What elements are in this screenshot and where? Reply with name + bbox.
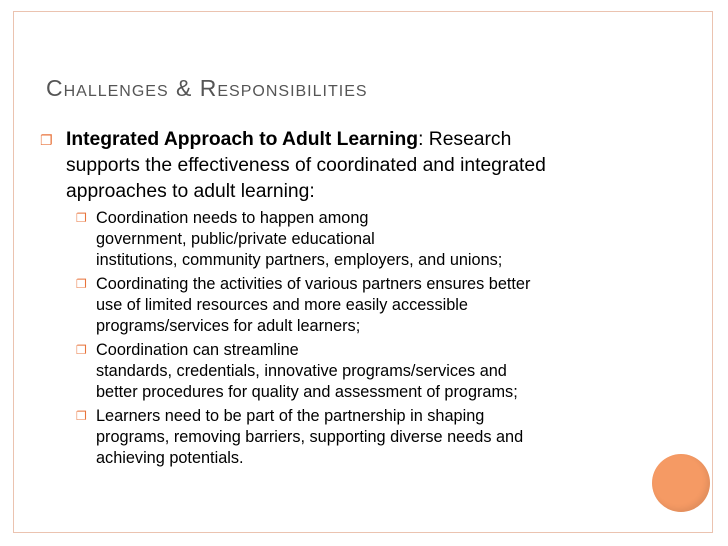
sub-bullet-line: institutions, community partners, employers, and unions; — [96, 251, 503, 269]
sub-bullet-line: Coordinating the activities of various partners ensures better — [96, 275, 531, 293]
main-bullet-line-1-text: : Research — [418, 129, 512, 150]
orange-circle-decoration — [652, 454, 710, 512]
main-bullet-point — [40, 127, 640, 205]
slide-title: Challenges & Responsibilities — [46, 75, 368, 101]
orange-bullet-icon: ❐ — [76, 409, 87, 423]
sub-bullet-line: better procedures for quality and assessment of programs; — [96, 383, 518, 401]
sub-bullet-line: Coordination needs to happen among — [96, 209, 369, 227]
main-bullet-text — [66, 127, 640, 205]
sub-bullet-item — [76, 406, 640, 469]
sub-bullet-line: achieving potentials. — [96, 449, 244, 467]
sub-bullet-line: standards, credentials, innovative programs/services and — [96, 362, 507, 380]
sub-bullet-line: programs/services for adult learners; — [96, 317, 361, 335]
sub-bullet-item — [76, 208, 640, 271]
orange-bullet-icon: ❐ — [40, 132, 53, 148]
main-bullet-line-2: supports the effectiveness of coordinated and integrated — [66, 155, 546, 176]
orange-bullet-icon: ❐ — [76, 277, 87, 291]
sub-bullet-item — [76, 274, 640, 337]
sub-bullet-line: Coordination can streamline — [96, 341, 299, 359]
main-bullet-line-3: approaches to adult learning: — [66, 181, 315, 202]
orange-bullet-icon: ❐ — [76, 343, 87, 357]
sub-bullet-line: government, public/private educational — [96, 230, 375, 248]
sub-bullet-list — [40, 208, 640, 469]
sub-bullet-item — [76, 340, 640, 403]
orange-bullet-icon: ❐ — [76, 211, 87, 225]
sub-bullet-line: use of limited resources and more easily accessible — [96, 296, 468, 314]
main-bullet-heading: Integrated Approach to Adult Learning — [66, 129, 419, 150]
slide-content — [40, 127, 640, 472]
sub-bullet-line: Learners need to be part of the partnership in shaping — [96, 407, 485, 425]
sub-bullet-line: programs, removing barriers, supporting diverse needs and — [96, 428, 524, 446]
main-bullet-line-1 — [66, 127, 640, 153]
